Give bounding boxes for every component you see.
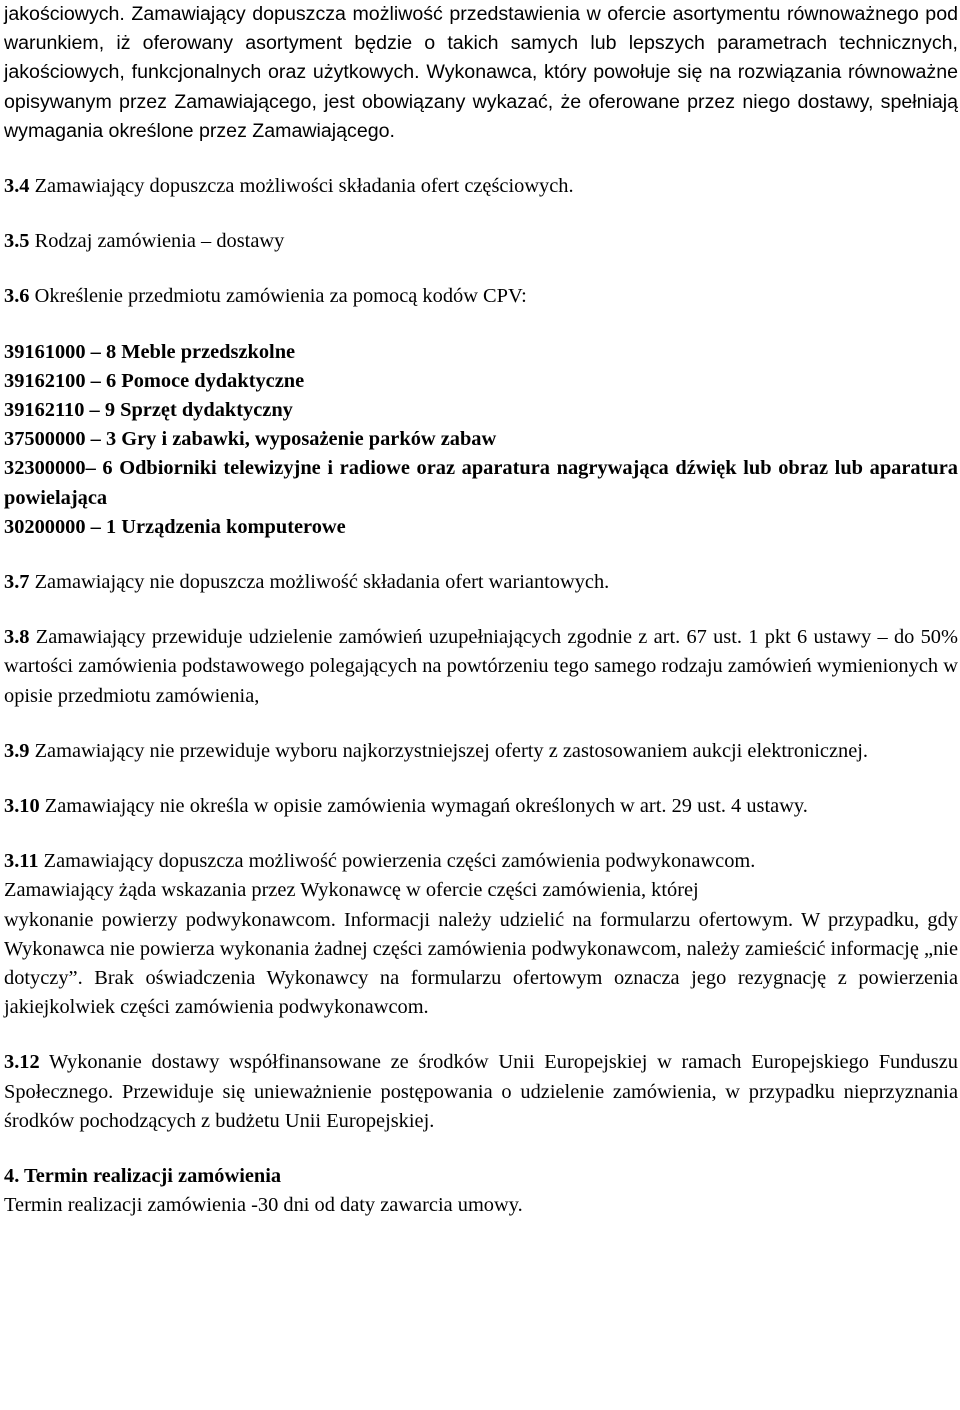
cpv-code-item: 32300000– 6 Odbiorniki telewizyjne i radiowe oraz aparatura nagrywająca dźwięk lub obraz lub aparatura powielająca (4, 457, 958, 509)
cpv-code-item: 37500000 – 3 Gry i zabawki, wyposażenie parków zabaw (4, 428, 497, 451)
section-3-10 (4, 792, 958, 821)
section-3-11-line: Zamawiający żąda wskazania przez Wykonawcę w ofercie części zamówienia, której (4, 879, 699, 902)
section-text: Zamawiający dopuszcza możliwości składania ofert częściowych. (29, 175, 574, 198)
document-page (4, 0, 958, 1221)
section-3-9 (4, 737, 958, 766)
section-text: Zamawiający nie przewiduje wyboru najkorzystniejszej oferty z zastosowaniem aukcji elektronicznej. (29, 739, 869, 762)
section-number: 3.11 (4, 850, 39, 873)
section-3-11-paragraph: wykonanie powierzy podwykonawcom. Informacji należy udzielić na formularzu ofertowym. W przypadku, gdy Wykonawca nie powierza wykonania żadnej części zamówienia podwykonawcom, należy zamieścić informację „nie dotyczy”. Brak oświadczenia Wykonawcy na formularzu ofertowym oznacza jego rezygnację z powierzenia jakiejkolwiek części zamówienia podwykonawcom. (4, 908, 958, 1019)
section-3-12 (4, 1048, 958, 1136)
paragraph-equivalent-products: jakościowych. Zamawiający dopuszcza możliwość przedstawienia w ofercie asortymentu równoważnego pod warunkiem, iż oferowany asortyment będzie o takich samych lub lepszych parametrach technicznych, jakościowych, funkcjonalnych oraz użytkowych. Wykonawca, który powołuje się na rozwiązania równoważne opisywanym przez Zamawiającego, jest obowiązany wykazać, że oferowane przez niego dostawy, spełniają wymagania określone przez Zamawiającego. (4, 3, 958, 142)
section-3-11-line (4, 847, 958, 876)
cpv-code-list (4, 338, 958, 542)
cpv-code-item: 39161000 – 8 Meble przedszkolne (4, 340, 296, 363)
section-4-heading: 4. Termin realizacji zamówienia (4, 1165, 282, 1188)
section-number: 3.10 (4, 795, 40, 818)
section-3-4 (4, 172, 958, 201)
section-number: 3.4 (4, 175, 30, 198)
section-3-5 (4, 227, 958, 256)
section-text: Zamawiający nie dopuszcza możliwość składania ofert wariantowych. (29, 571, 610, 594)
section-3-7 (4, 568, 958, 597)
cpv-code-item: 39162100 – 6 Pomoce dydaktyczne (4, 369, 305, 392)
section-number: 3.8 (4, 626, 30, 649)
section-number: 3.9 (4, 739, 30, 762)
section-3-6 (4, 282, 958, 311)
section-text: Zamawiający przewiduje udzielenie zamówień uzupełniających zgodnie z art. 67 ust. 1 pkt 6 ustawy – do 50% wartości zamówienia podstawowego polegających na powtórzeniu tego samego rodzaju zamówień wymienionych w opisie przedmiotu zamówienia, (4, 626, 958, 707)
section-number: 3.12 (4, 1051, 40, 1074)
section-text: Zamawiający nie określa w opisie zamówienia wymagań określonych w art. 29 ust. 4 ustawy. (39, 795, 808, 818)
section-number: 3.7 (4, 571, 30, 594)
section-3-11 (4, 847, 958, 1022)
section-number: 3.5 (4, 230, 30, 253)
section-text: Wykonanie dostawy współfinansowane ze środków Unii Europejskiej w ramach Europejskiego Funduszu Społecznego. Przewiduje się unieważnienie postępowania o udzielenie zamówienia, w przypadku nieprzyznania środków pochodzących z budżetu Unii Europejskiej. (4, 1051, 958, 1132)
section-number: 3.6 (4, 285, 30, 308)
section-4-text: Termin realizacji zamówienia -30 dni od daty zawarcia umowy. (4, 1194, 523, 1217)
section-text: Zamawiający dopuszcza możliwość powierzenia części zamówienia podwykonawcom. (38, 850, 756, 873)
cpv-code-item: 30200000 – 1 Urządzenia komputerowe (4, 515, 346, 538)
section-text: Rodzaj zamówienia – dostawy (29, 230, 285, 253)
section-text: Określenie przedmiotu zamówienia za pomocą kodów CPV: (29, 285, 527, 308)
cpv-code-item: 39162110 – 9 Sprzęt dydaktyczny (4, 399, 293, 422)
section-3-8 (4, 623, 958, 711)
